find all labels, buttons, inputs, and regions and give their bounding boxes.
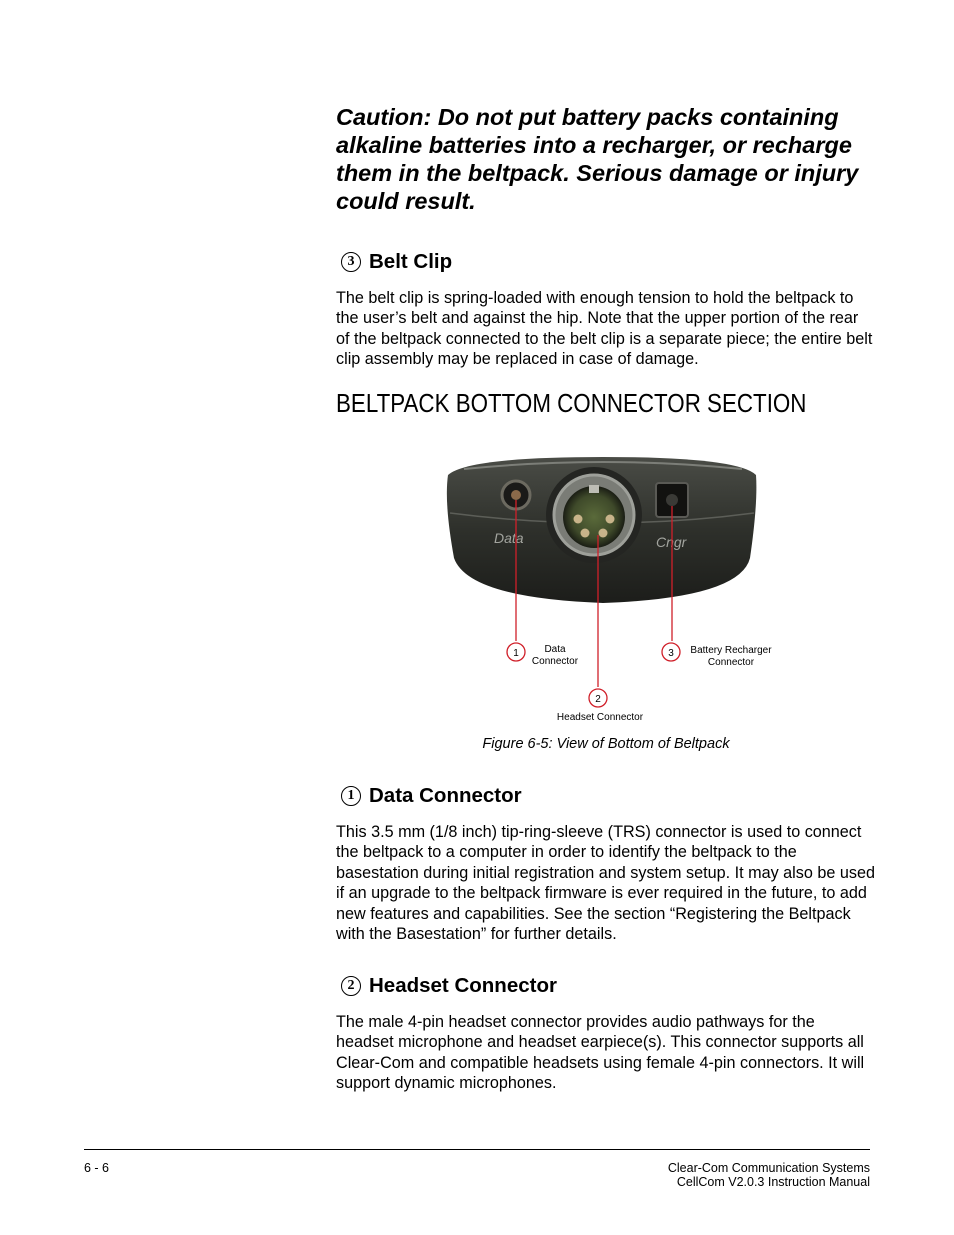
callout-label-1b: Connector — [531, 656, 579, 667]
number-badge: 2 — [341, 976, 361, 996]
xlr-insert — [563, 486, 625, 548]
headset-connector-heading — [341, 973, 557, 999]
footer-company: Clear-Com Communication Systems — [667, 1161, 870, 1175]
beltpack-bottom-figure — [428, 453, 778, 724]
callout-number-2: 2 — [595, 694, 601, 705]
callout-label-3b: Connector — [707, 657, 755, 668]
page-number: 6 - 6 — [84, 1161, 110, 1175]
heading-text: Headset Connector — [369, 974, 557, 997]
number-badge: 3 — [341, 252, 361, 272]
footer-manual: CellCom V2.0.3 Instruction Manual — [676, 1175, 870, 1189]
headset-connector-paragraph: The male 4-pin headset connector provides audio pathways for the headset microphone and headset earpiece(s). This connector supports all Clear-Com and compatible headsets using female 4-pin connectors. It will support dynamic microphones. — [336, 1013, 865, 1093]
callout-label-1a: Data — [544, 644, 566, 655]
beltpack-photo — [428, 453, 778, 724]
callout-number-3: 3 — [668, 648, 674, 659]
callout-label-3a: Battery Recharger — [690, 645, 772, 656]
footer-info — [668, 1161, 870, 1189]
callout-number-1: 1 — [513, 648, 519, 659]
figure-caption: Figure 6-5: View of Bottom of Beltpack — [482, 736, 730, 752]
footer-rule — [84, 1149, 870, 1150]
belt-clip-paragraph: The belt clip is spring-loaded with enough tension to hold the beltpack to the user’s belt and against the hip. Note that the upper portion of the rear of the beltpack connected to the belt clip is a separate piece; the entire belt clip assembly may be replaced in case of damage. — [336, 289, 873, 369]
section-title: BELTPACK BOTTOM CONNECTOR SECTION — [336, 388, 807, 418]
device-label-data: Data — [494, 530, 524, 546]
caution-note: Caution: Do not put battery packs containing alkaline batteries into a recharger, or recharge them in the beltpack. Serious damage or injury could result. — [336, 104, 859, 214]
heading-text: Belt Clip — [369, 250, 453, 273]
heading-text: Data Connector — [369, 784, 522, 807]
data-connector-heading — [341, 783, 522, 809]
device-label-cngr: Cngr — [656, 534, 687, 550]
data-connector-paragraph: This 3.5 mm (1/8 inch) tip-ring-sleeve (TRS) connector is used to connect the beltpack to a computer in order to identify the beltpack to the basestation during initial registration and system setup. It may also be used if an upgrade to the beltpack firmware is ever required in the future, to add new features and capabilities. See the section “Registering the Beltpack with the Basestation” for further details. — [336, 823, 875, 944]
belt-clip-heading — [341, 249, 452, 275]
callout-label-2: Headset Connector — [556, 712, 644, 723]
number-badge: 1 — [341, 786, 361, 806]
